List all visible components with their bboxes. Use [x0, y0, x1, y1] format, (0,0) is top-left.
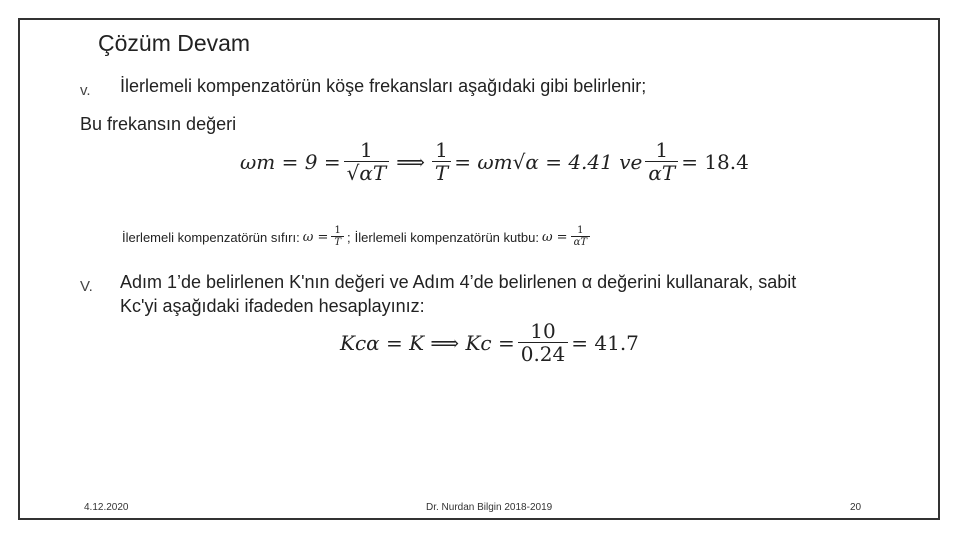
eq2-result: = 41.7: [571, 331, 639, 355]
eq1-frac3-den: αT: [645, 161, 678, 185]
eq2-fraction: [518, 320, 569, 366]
eq1-frac3-num: 1: [655, 138, 669, 162]
frequency-label: Bu frekansın değeri: [80, 114, 237, 134]
equation-1: [240, 134, 749, 190]
eq1-fraction-3: [645, 139, 678, 185]
eq2-lhs: Kcα = K ⟹ Kc =: [340, 331, 515, 355]
slide-title: Çözüm Devam: [98, 30, 251, 56]
zero-num: 1: [334, 225, 341, 237]
zero-label: İlerlemeli kompenzatörün sıfırı:: [122, 229, 300, 245]
eq1-frac2-num: 1: [435, 138, 448, 162]
eq1-result: = 18.4: [681, 150, 749, 174]
eq2-frac-den: 0.24: [518, 342, 569, 366]
equation-2: [340, 314, 639, 372]
eq1-mid: = ωm√α = 4.41 ve: [454, 150, 643, 174]
footer-date: 4.12.2020: [84, 502, 129, 513]
item-4-marker: v.: [80, 82, 91, 99]
eq1-frac1-num: 1: [360, 138, 373, 162]
zero-fraction: [331, 225, 344, 249]
eq1-fraction-1: [344, 139, 390, 185]
pole-label: İlerlemeli kompenzatörün kutbu:: [354, 229, 539, 245]
eq1-arrow: ⟹: [396, 150, 425, 174]
item-4-text: İlerlemeli kompenzatörün köşe frekansları aşağıdaki gibi belirlenir;: [120, 76, 647, 96]
pole-num: 1: [577, 225, 584, 237]
eq2-frac-num: 10: [530, 319, 556, 343]
zero-expr: ω =: [302, 229, 329, 245]
eq1-lhs: ωm = 9 =: [240, 150, 341, 174]
item-5-marker: V.: [80, 278, 93, 295]
pole-expr: ω =: [541, 229, 568, 245]
item-5-line-1: Adım 1’de belirlenen K'nın değeri ve Adım 4’de belirlenen α değerini kullanarak, sabit: [120, 272, 797, 292]
eq1-frac2-den: T: [432, 161, 451, 185]
zero-den: T: [331, 236, 344, 249]
eq1-fraction-2: [432, 139, 451, 185]
footer-author: Dr. Nurdan Bilgin 2018-2019: [426, 502, 553, 513]
pole-den: αT: [571, 236, 590, 249]
item-5-line-2: Kc'yi aşağıdaki ifadeden hesaplayınız:: [120, 296, 425, 316]
pole-fraction: [571, 225, 590, 249]
zero-pole-line: İlerlemeli kompenzatörün sıfırı: ω = $\frac{1}{T}$ ; İlerlemeli kompenzatörün kutbu: ω = $\frac{1}{\alpha T}$: [122, 222, 593, 252]
eq1-frac1-den: √αT: [344, 161, 390, 185]
footer-page-number: 20: [850, 502, 862, 513]
